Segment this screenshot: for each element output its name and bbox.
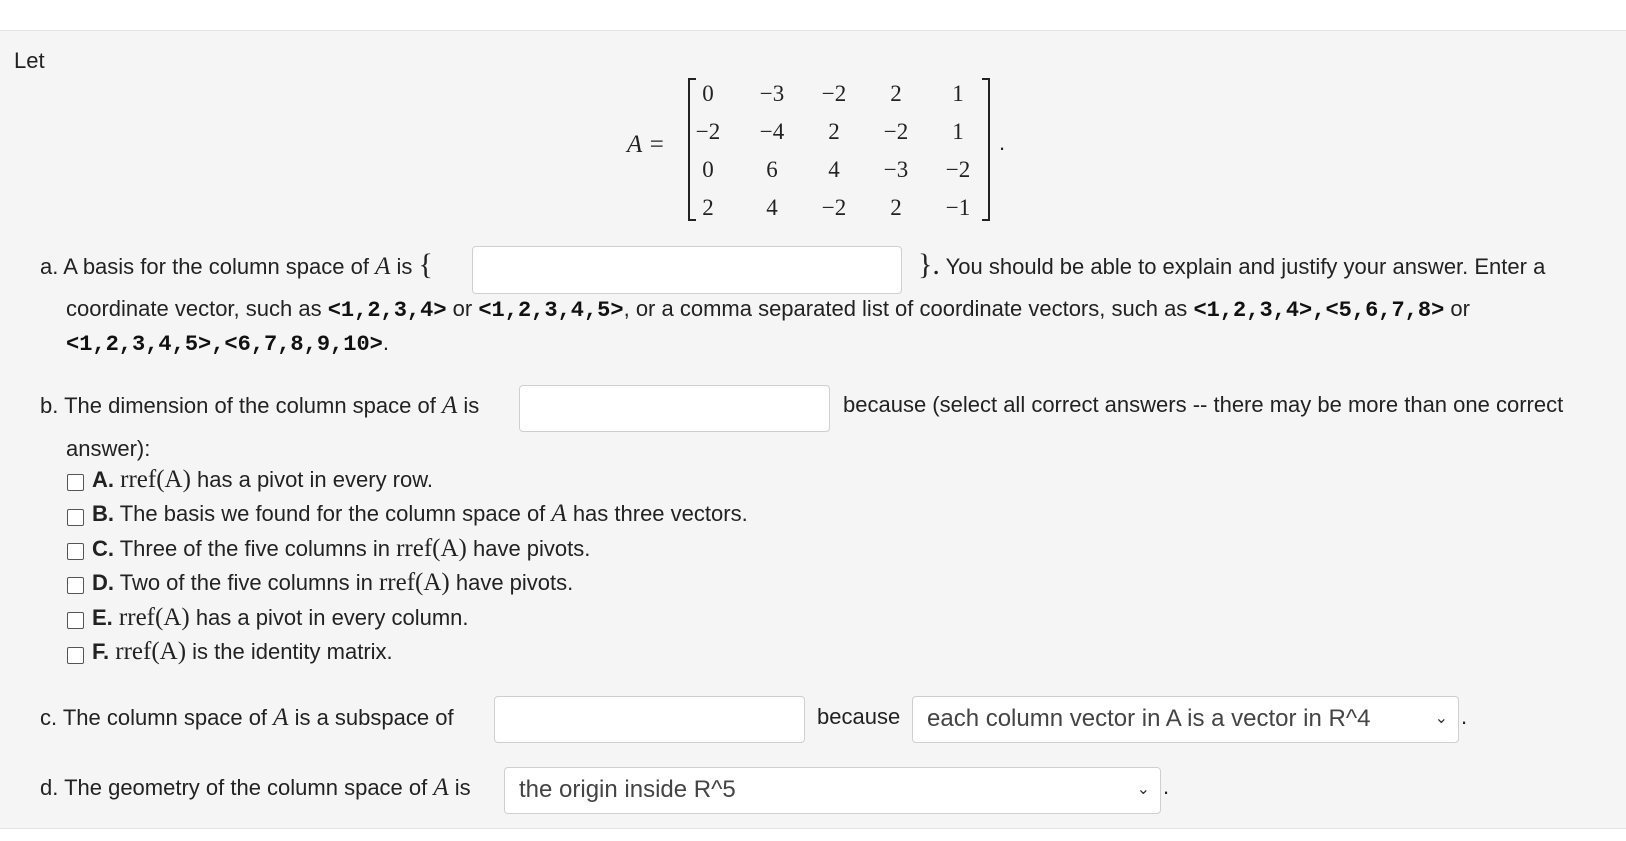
- period-c: .: [1461, 704, 1468, 729]
- part-d-prefix-text: d. The geometry of the column space of: [40, 775, 428, 800]
- option-b-text: has three vectors.: [566, 501, 748, 526]
- option-a-text: has a pivot in every row.: [190, 467, 434, 492]
- top-bar: [0, 0, 1626, 31]
- geometry-select[interactable]: [504, 767, 1161, 814]
- var-a: A: [273, 704, 289, 731]
- option-f-label[interactable]: [92, 638, 393, 666]
- open-brace: {: [418, 248, 433, 281]
- option-e-checkbox[interactable]: [67, 612, 84, 629]
- part-b-because: because (select all correct answers -- there may be more than one correct: [843, 392, 1564, 417]
- part-a-after-text: You should be able to explain and justify your answer. Enter a: [945, 254, 1546, 279]
- option-f-text: is the identity matrix.: [186, 639, 393, 664]
- intro-text: Let: [14, 48, 45, 73]
- subspace-reason-select[interactable]: [912, 696, 1459, 743]
- line2-mid: , or a comma separated list of coordinate vectors, such as: [623, 296, 1188, 321]
- option-e-label[interactable]: [92, 604, 469, 632]
- close-brace: }.: [918, 248, 940, 281]
- option-b-letter: B.: [92, 501, 114, 526]
- matrix-cell: 1: [952, 119, 964, 144]
- matrix-cell: 4: [766, 195, 778, 220]
- matrix-cell: 2: [890, 81, 902, 106]
- matrix-cell: 0: [702, 157, 714, 182]
- option-d-letter: D.: [92, 570, 114, 595]
- part-a-prefix-text: a. A basis for the column space of: [40, 254, 369, 279]
- part-b-prefix: [40, 392, 479, 420]
- part-b-because-cont: answer):: [66, 436, 151, 461]
- matrix-cell: −2: [883, 119, 909, 144]
- part-d-is: is: [454, 775, 471, 800]
- option-d-text: have pivots.: [449, 570, 574, 595]
- rref-a: rref(A): [396, 535, 467, 562]
- part-c-prefix: [40, 704, 454, 732]
- part-d-prefix: [40, 774, 471, 802]
- option-a-label[interactable]: [92, 466, 433, 494]
- matrix-cell: −3: [883, 157, 909, 182]
- part-a-prefix: [40, 248, 433, 282]
- or-2: or: [1450, 296, 1470, 321]
- option-c-label[interactable]: [92, 535, 590, 563]
- option-c-letter: C.: [92, 536, 114, 561]
- matrix-cell: 2: [828, 119, 840, 144]
- var-a: A: [433, 774, 449, 801]
- basis-input[interactable]: [472, 246, 902, 294]
- var-a: A: [375, 253, 391, 280]
- chevron-down-icon: ⌄: [1434, 710, 1448, 727]
- matrix-cell: 4: [828, 157, 840, 182]
- option-d-checkbox[interactable]: [67, 577, 84, 594]
- line2-start: coordinate vector, such as: [66, 296, 322, 321]
- matrix-cell: 6: [766, 157, 778, 182]
- option-b-pre: The basis we found for the column space of: [119, 501, 546, 526]
- matrix-label: A =: [627, 131, 665, 158]
- var-a: A: [551, 500, 567, 527]
- part-a-is: is: [396, 254, 413, 279]
- dimension-input[interactable]: [519, 385, 830, 432]
- matrix-cell: −2: [695, 119, 721, 144]
- option-f-checkbox[interactable]: [67, 647, 84, 664]
- option-b-checkbox[interactable]: [67, 509, 84, 526]
- matrix-a: [686, 78, 992, 222]
- geometry-value: the origin inside R^5: [519, 776, 736, 803]
- period-a: .: [382, 330, 389, 355]
- option-f-letter: F.: [92, 639, 110, 664]
- matrix-cell: 1: [952, 81, 964, 106]
- matrix-cell: 0: [702, 81, 714, 106]
- matrix-cell: −2: [821, 195, 847, 220]
- matrix-cell: −4: [759, 119, 785, 144]
- option-d-label[interactable]: [92, 569, 573, 597]
- chevron-down-icon: ⌄: [1136, 781, 1150, 798]
- part-b-prefix-text: b. The dimension of the column space of: [40, 393, 436, 418]
- option-e-letter: E.: [92, 605, 113, 630]
- part-a-line2: [66, 296, 1470, 323]
- part-c-because: because: [817, 704, 901, 729]
- matrix-cell: −1: [945, 195, 971, 220]
- rref-a: rref(A): [115, 638, 187, 665]
- matrix-cell: −2: [945, 157, 971, 182]
- period-d: .: [1163, 774, 1170, 799]
- var-a: A: [441, 392, 458, 419]
- part-b-is: is: [463, 393, 480, 418]
- rref-a: rref(A): [118, 604, 190, 631]
- part-c-suffix: is a subspace of: [294, 705, 454, 730]
- option-c-checkbox[interactable]: [67, 543, 84, 560]
- subspace-input[interactable]: [494, 696, 805, 743]
- matrix-cell: −3: [759, 81, 785, 106]
- part-a-after: [918, 248, 1545, 282]
- option-c-pre: Three of the five columns in: [119, 536, 390, 561]
- part-a-line3: [66, 330, 389, 357]
- option-a-checkbox[interactable]: [67, 474, 84, 491]
- or-1: or: [452, 296, 473, 321]
- option-c-text: have pivots.: [466, 536, 591, 561]
- option-e-text: has a pivot in every column.: [189, 605, 469, 630]
- example-1: <1,2,3,4>: [327, 298, 447, 323]
- matrix-cell: 2: [890, 195, 902, 220]
- rref-a: rref(A): [378, 569, 450, 596]
- example-2: <1,2,3,4,5>: [478, 298, 624, 323]
- option-b-label[interactable]: [92, 500, 748, 528]
- subspace-reason-value: each column vector in A is a vector in R^4: [927, 705, 1371, 732]
- option-a-letter: A.: [92, 467, 114, 492]
- matrix-cell: 2: [702, 195, 714, 220]
- part-c-prefix-text: c. The column space of: [40, 705, 268, 730]
- matrix-period: .: [999, 130, 1006, 155]
- matrix-cell: −2: [821, 81, 847, 106]
- example-4: <1,2,3,4,5>,<6,7,8,9,10>: [66, 332, 383, 357]
- rref-a: rref(A): [120, 466, 191, 493]
- option-d-pre: Two of the five columns in: [119, 570, 373, 595]
- example-3: <1,2,3,4>,<5,6,7,8>: [1193, 298, 1445, 323]
